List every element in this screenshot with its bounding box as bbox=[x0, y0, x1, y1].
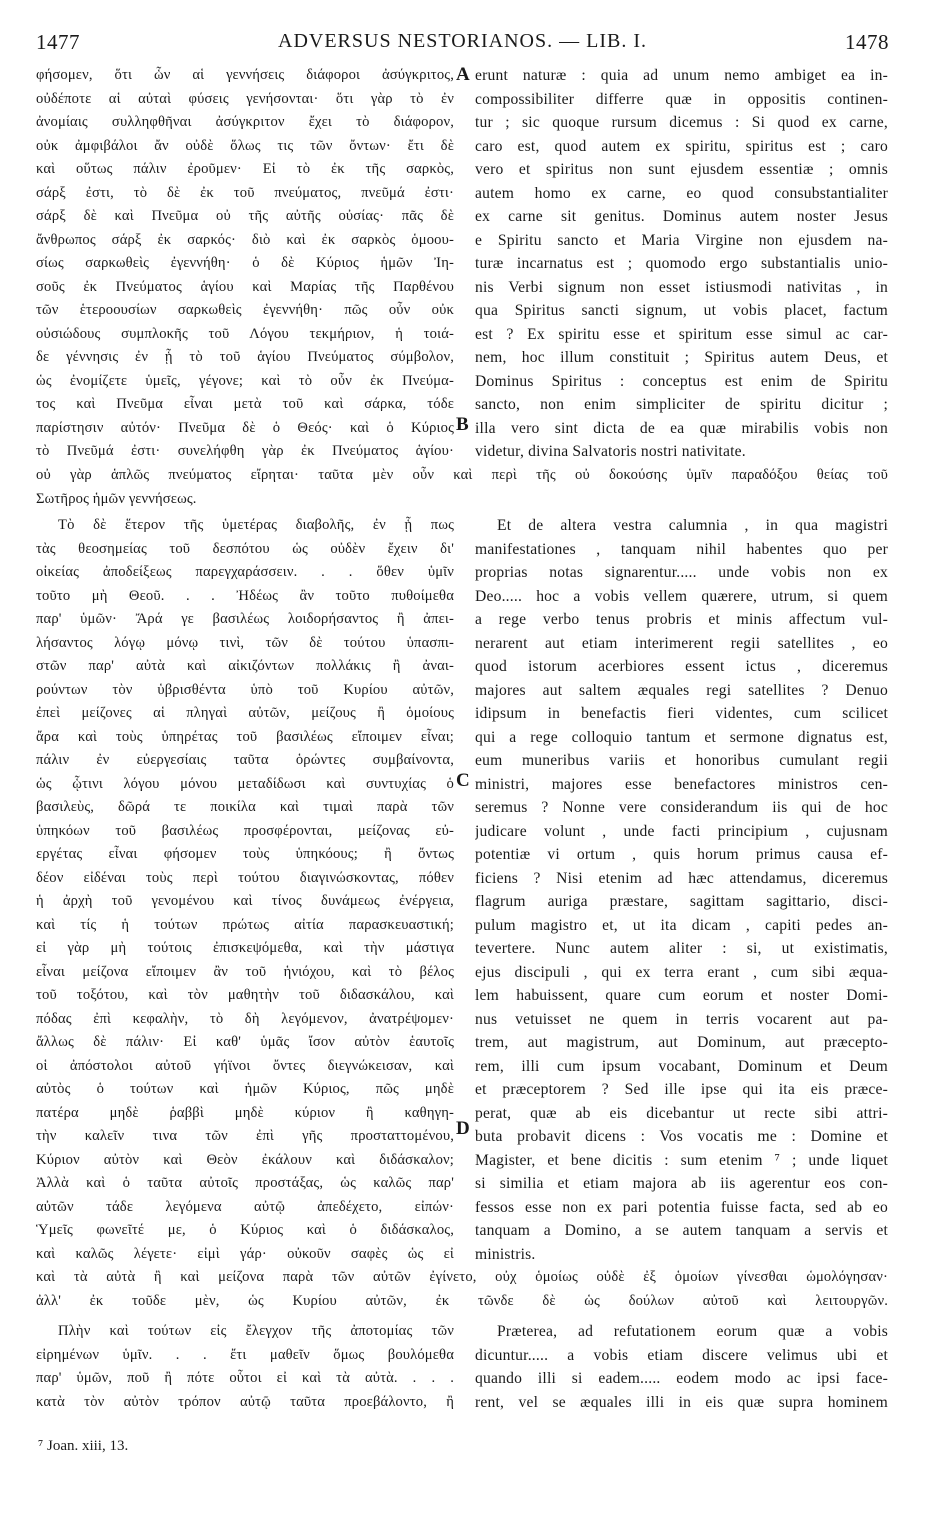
running-title: ADVERSUS NESTORIANOS. — LIB. I. bbox=[278, 30, 647, 52]
text-line: fessos esse non ex pari potentia fuisse facta, sed ab eo bbox=[475, 1198, 888, 1216]
text-line: illa vero sint dicta de ea quæ mirabilis vobis non bbox=[475, 419, 888, 437]
wide-greek-lines-section-2 bbox=[36, 1266, 888, 1313]
text-line: καὶ οὕτως πάλιν ἐροῦμεν· Εἰ τὸ ἐκ τῆς σαρκὸς, bbox=[36, 161, 454, 177]
text-line: Ὑμεῖς φωνεῖτέ με, ὁ Κύριος καὶ ὁ διδάσκαλος, bbox=[36, 1222, 454, 1238]
text-line: οἰκείας ἀποδείξεως παρεγχαράσσειν. . . ὅθεν ὑμῖν bbox=[36, 564, 454, 580]
text-line: πόδας ἐπὶ κεφαλὴν, τὸ δὴ λεγόμενον, ἀνατρέψομεν· bbox=[36, 1010, 454, 1027]
text-line: τοῦτο μὴ Θεοῦ. . . Ἠδέως ἂν τοῦτο πυθοίμεθα bbox=[36, 587, 454, 604]
margin-marker-c: C bbox=[456, 770, 470, 791]
text-line: autem homo ex carne, eo quod consubstantialiter bbox=[475, 184, 888, 202]
text-line: ministris. bbox=[475, 1245, 536, 1263]
text-line: Κύριον αὐτὸν καὶ Θεὸν ἐκάλουν καὶ διδάσκαλον; bbox=[36, 1151, 454, 1168]
greek-column-section-3 bbox=[36, 1320, 454, 1414]
text-line: παρίστησιν αὐτόν· Πνεῦμα δὲ ὁ Θεός· καὶ ὁ Κύριος bbox=[36, 419, 454, 436]
text-line: ejus discipuli , qui ex terra erant , cum sibi æqua- bbox=[475, 963, 888, 981]
text-line: φήσομεν, ὅτι ὧν αἱ γεννήσεις διάφοροι ἀσύγκριτος, bbox=[36, 67, 454, 83]
text-line: proprias notas signarentur..... unde vobis non ex bbox=[475, 564, 888, 581]
wide-greek-line: οὐ γὰρ ἁπλῶς πνεύματος εἴρηται· ταῦτα μὲν οὖν καὶ περὶ τῆς οὐ δοκούσης ὑμῖν παραδόξου θείας τοῦ bbox=[36, 467, 888, 483]
wide-greek-line: Σωτῆρος ἡμῶν γεννήσεως. bbox=[36, 490, 197, 507]
text-line: τὸ Πνεῦμά ἐστι· συνελήφθη γὰρ ἐκ Πνεύματος ἁγίου· bbox=[36, 443, 454, 459]
text-line: manifestationes , tanquam nihil habentes quo per bbox=[475, 540, 888, 558]
text-line: ministri, majores esse benefactores ministros cen- bbox=[475, 775, 888, 793]
text-line: αὐτῶν τάδε λεγόμενα αὐτῷ ἀπεδέχετο, εἰπών· bbox=[36, 1198, 454, 1215]
text-line: sancto, non enim simpliciter de spiritu dicitur ; bbox=[475, 396, 888, 413]
wide-greek-line: ἀλλ' ἐκ τοῦδε μὲν, ὡς Κυρίου αὐτῶν, ἐκ τῶνδε δὲ ὡς δούλων αὐτοῦ καὶ λειτουργῶν. bbox=[36, 1292, 888, 1309]
greek-column-section-1 bbox=[36, 64, 454, 464]
text-line: qua Spiritus sancti signum, ut vobis placet, factum bbox=[475, 302, 888, 319]
page-number-left: 1477 bbox=[36, 30, 80, 54]
greek-column-section-2 bbox=[36, 514, 454, 1266]
text-line: a rege verbo tenus probris et minis affectum vul- bbox=[475, 611, 888, 628]
text-line: idipsum in benefactis fieri videntes, cum scilicet bbox=[475, 705, 888, 722]
text-line: caro est, quod autem ex spiritu, spiritus est ; caro bbox=[475, 137, 888, 155]
text-line: qui a rege colloquio tantum et sermone dignatus est, bbox=[475, 728, 888, 746]
text-line: trem, aut magistrum, aut Dominum, aut præcepto- bbox=[475, 1034, 888, 1051]
text-line: πάλιν ἐν εὐεργεσίαις ταῦτα ὁρώντες συμβαίνοντα, bbox=[36, 752, 454, 768]
text-line: est ? Ex spiritu esse et spiritum esse simul ac car- bbox=[475, 325, 888, 343]
text-line: Ἀλλὰ καὶ ὁ ταῦτα αὐτοῖς προστάξας, ὡς καλῶς παρ' bbox=[36, 1175, 454, 1191]
latin-column-section-1 bbox=[475, 64, 888, 464]
text-line: παρ' ὑμῶν· Ἄρά γε βασιλέως λοιδορήσαντος ἢ ἀπει- bbox=[36, 611, 454, 627]
text-line: κατὰ τὸν αὐτὸν τρόπον αὐτῷ ταῦτα προεβάλοντο, ἢ bbox=[36, 1393, 454, 1410]
margin-marker-a: A bbox=[456, 64, 470, 85]
text-line: σάρξ ἐστι, τὸ δὲ ἐκ τοῦ πνεύματος, πνεῦμά ἐστι· bbox=[36, 184, 454, 201]
text-line: τῶν ἑτεροουσίων σαρκωθεὶς ἐγεννήθη· πῶς οὖν οὐκ bbox=[36, 302, 454, 318]
text-line: potentiæ vi ortum , quis horum primus causa ef- bbox=[475, 846, 888, 863]
running-header bbox=[36, 30, 889, 64]
text-line: ὑπηκόων τοῦ βασιλέως προσφέρονται, μείζονας εὐ- bbox=[36, 822, 454, 839]
text-line: Dominus Spiritus : conceptus est enim de Spiritu bbox=[475, 372, 888, 390]
text-line: vero et spiritus non sunt ejusdem essentiæ ; omnis bbox=[475, 161, 888, 178]
text-line: οὐκ ἀμφιβάλοι ἄν οὐδὲ ὅλως τις τῶν ὄντων· ἔτι δὲ bbox=[36, 137, 454, 154]
text-line: et præceptorem ? Sed ille ipse qui ita eis præce- bbox=[475, 1081, 888, 1098]
latin-column-section-2 bbox=[475, 514, 888, 1266]
margin-marker-d: D bbox=[456, 1118, 470, 1139]
text-line: εἰρημένων ὑμῖν. . . ἔτι μαθεῖν ὅμως βουλόμεθα bbox=[36, 1346, 454, 1363]
text-line: lem habuissent, quare cum eorum et noster Domi- bbox=[475, 987, 888, 1004]
text-line: si similia et etiam majora ab iis agerentur eos con- bbox=[475, 1175, 888, 1192]
text-line: παρ' ὑμῶν, ποῦ ἢ πότε οὗτοι εἰ καὶ τὰ αὐτὰ. . . . bbox=[36, 1370, 454, 1386]
text-line: οἱ ἀπόστολοι αὐτοῦ γήϊνοι ὄντες διεγνώκεισαν, καὶ bbox=[36, 1057, 454, 1074]
text-line: quando illi si eadem..... eodem modo ac ipsi face- bbox=[475, 1370, 888, 1387]
text-line: compossibiliter differre quæ in oppositis continen- bbox=[475, 90, 888, 108]
text-line: ἀνομίαις συλληφθῆναι ἀσύγκριτον ἔχει τὸ διάφορον, bbox=[36, 114, 454, 130]
page-number-right: 1478 bbox=[845, 30, 889, 54]
text-line: Magister, et bene dicitis : sum etenim ⁷ ; unde liquet bbox=[475, 1151, 888, 1169]
text-line: nus vetuisset ne quem in terris vocarent aut pa- bbox=[475, 1010, 888, 1028]
text-line: nis Verbi signum non esset istiusmodi nativitas , in bbox=[475, 278, 888, 296]
text-line: λήσαντος λόγῳ μόνῳ τινὶ, τῶν δὲ τούτου ὑπασπι- bbox=[36, 634, 454, 651]
text-line: rem, illi cum ipsum vocabant, Dominum et Deum bbox=[475, 1057, 888, 1075]
text-line: σίως σαρκωθεὶς ἐγεννήθη· ὁ δὲ Κύριος ἡμῶν Ἰη- bbox=[36, 255, 454, 271]
text-line: οὐσιώδους συμπλοκῆς τοῦ Λόγου τεκμήριον, ἡ τοιά- bbox=[36, 325, 454, 342]
text-line: τοῦ τοξότου, καὶ τὸν μαθητὴν τοῦ διδασκάλου, καὶ bbox=[36, 987, 454, 1003]
text-line: αὐτὸς ὁ τούτων καὶ ἡμῶν Κύριος, πῶς μηδὲ bbox=[36, 1081, 454, 1097]
text-line: ὡς ᾧτινι λόγου μόνου μεταδίδωσι καὶ συντυχίας ὁ bbox=[36, 775, 454, 792]
text-line: perat, quæ ab eis dicebantur ut recte sibi attri- bbox=[475, 1104, 888, 1122]
text-line: dicuntur..... a vobis etiam discere velimus ubi et bbox=[475, 1346, 888, 1364]
text-line: seremus ? Nonne vere considerandum iis qui de hoc bbox=[475, 799, 888, 816]
text-line: σάρξ δὲ καὶ Πνεῦμα οὐ τῆς αὐτῆς οὐσίας· πᾶς δὲ bbox=[36, 208, 454, 224]
margin-marker-b: B bbox=[456, 414, 469, 435]
latin-column-section-3 bbox=[475, 1320, 888, 1414]
text-line: ρούντων τὸν ὑβρισθέντα ὑπὸ τοῦ Κυρίου αὐτῶν, bbox=[36, 681, 454, 698]
text-line: buta probavit dicens : Vos vocatis me : Domine et bbox=[475, 1128, 888, 1145]
text-line: tanquam a Domino, a se autem tanquam a servis et bbox=[475, 1222, 888, 1239]
text-line: rent, vel se æquales illi in eis quæ supra hominem bbox=[475, 1393, 888, 1411]
text-line: βασιλεὺς, δῶρά τε ποικίλα καὶ τιμαὶ παρὰ τῶν bbox=[36, 799, 454, 815]
text-line: erunt naturæ : quia ad unum nemo ambiget ea in- bbox=[475, 67, 888, 84]
text-line: Et de altera vestra calumnia , in qua magistri bbox=[497, 517, 888, 534]
text-line: nem, hoc illum constituit ; Spiritus autem Deus, et bbox=[475, 349, 888, 366]
text-line: εἶναι μείζονα εἴποιμεν ἂν τοῦ ἡνιόχου, καὶ τὸ βέλος bbox=[36, 963, 454, 980]
text-line: flagrum auriga præstare, sagittam sagittario, disci- bbox=[475, 893, 888, 910]
text-line: turæ incarnatus est ; quomodo ergo substantialis unio- bbox=[475, 255, 888, 272]
text-line: τὴν καλεῖν τινα τῶν ἐπὶ γῆς προσταττομένου, bbox=[36, 1128, 454, 1144]
footnote: ⁷ Joan. xiii, 13. bbox=[38, 1438, 129, 1454]
text-line: Τὸ δὲ ἕτερον τῆς ὑμετέρας διαβολῆς, ἐν ᾗ πως bbox=[58, 517, 454, 533]
text-line: nerarent aut etiam interimerent regii satellites , eo bbox=[475, 634, 888, 652]
text-line: καὶ καλῶς λέγετε· εἰμὶ γάρ· οὐκοῦν σαφὲς ὡς εἰ bbox=[36, 1245, 454, 1262]
text-line: Deo..... hoc a vobis vellem quærere, utrum, si quem bbox=[475, 587, 888, 605]
text-line: ἄνθρωπος σάρξ ἐκ σαρκός· διὸ καὶ ἐκ σαρκὸς ὁμοου- bbox=[36, 231, 454, 248]
text-line: οὐδέποτε αἱ αὐταὶ φύσεις γενήσονται· ὅτι γὰρ τὸ ἐν bbox=[36, 90, 454, 107]
text-line: ficiens ? Nisi etenim ad hæc attendamus, diceremus bbox=[475, 869, 888, 887]
text-line: majores aut saltem æquales regi satellites ? Denuo bbox=[475, 681, 888, 699]
text-line: tur ; sic quoque rursum dicemus : Si quod ex carne, bbox=[475, 114, 888, 131]
text-line: eum muneribus variis et honoribus cumulant regii bbox=[475, 752, 888, 769]
text-line: πατέρα μηδὲ ῥαββὶ μηδὲ κύριον ἢ καθηγη- bbox=[36, 1104, 454, 1121]
text-line: εἰ γὰρ μὴ τούτοις ἐπισκεψόμεθα, καὶ τὴν μάστιγα bbox=[36, 940, 454, 956]
text-line: ἄρα καὶ τοὺς ὑπηρέτας τοῦ βασιλέως εἴποιμεν εἶναι; bbox=[36, 728, 454, 745]
text-line: καὶ τίς ἡ τούτων πρώτως αἰτία παρασκευαστική; bbox=[36, 916, 454, 933]
text-line: ἄλλως δὲ πάλιν· Εἰ καθ' ὑμᾶς ἴσον αὐτὸν ἑαυτοῖς bbox=[36, 1034, 454, 1050]
wide-greek-line: καὶ τὰ αὐτὰ ἢ καὶ μείζονα παρὰ τῶν αὐτῶν ἐγίνετο, οὐχ ὁμοίως οὐδὲ ἐξ ὁμοίων γίνεσθαι ὡμολόγησαν· bbox=[36, 1269, 888, 1285]
text-line: ex carne sit genitus. Dominus autem noster Jesus bbox=[475, 208, 888, 225]
text-line: στῶν παρ' αὐτὰ καὶ αἰκιζόντων πολλάκις ἢ ἀναι- bbox=[36, 658, 454, 674]
text-line: videtur, divina Salvatoris nostri nativitate. bbox=[475, 443, 746, 460]
text-line: δε γέννησις ἐν ᾗ τὸ τοῦ ἁγίου Πνεύματος σύμβολον, bbox=[36, 349, 454, 365]
wide-greek-lines-section-1 bbox=[36, 464, 888, 511]
text-line: ἡ ἀρχὴ τοῦ γενομένου καὶ τίνος δυνάμεως ἐνέργεια, bbox=[36, 893, 454, 909]
text-line: τὰς θεοσημείας τοῦ δεσπότου ὡς οὐδὲν ἔχειν δι' bbox=[36, 540, 454, 557]
text-line: τος καὶ Πνεῦμα εἶναι μετὰ τοῦ καὶ σάρκα, τόδε bbox=[36, 396, 454, 412]
text-line: Πλὴν καὶ τούτων εἰς ἔλεγχον τῆς ἀποτομίας τῶν bbox=[58, 1323, 454, 1339]
text-line: tevertere. Nunc autem aliter : si, ut existimatis, bbox=[475, 940, 888, 957]
text-line: quod istorum acerbiores essent ictus , diceremus bbox=[475, 658, 888, 675]
text-line: ὡς ἐνομίζετε ὑμεῖς, γέγονε; καὶ τὸ οὖν ἐκ Πνεύμα- bbox=[36, 372, 454, 389]
text-line: pulum magistro et, ut ita dicam , capiti pedes an- bbox=[475, 916, 888, 934]
text-line: δέον εἰδέναι τοὺς περὶ τούτου διαγινώσκοντας, πόθεν bbox=[36, 869, 454, 886]
text-line: judicare volunt , unde facti principium , cujusnam bbox=[475, 822, 888, 840]
text-line: e Spiritu sancto et Maria Virgine non ejusdem na- bbox=[475, 231, 888, 249]
text-line: σοῦς ἐκ Πνεύματος ἁγίου καὶ Μαρίας τῆς Παρθένου bbox=[36, 278, 454, 295]
text-line: Præterea, ad refutationem eorum quæ a vobis bbox=[497, 1323, 888, 1340]
text-line: εργέτας εἶναι φήσομεν τοὺς ὑπηκόους; ἢ ὄντως bbox=[36, 846, 454, 862]
text-line: ἐπεὶ μείζονες αἱ πληγαὶ αὐτῶν, μείζους ἢ ὁμοίους bbox=[36, 705, 454, 721]
